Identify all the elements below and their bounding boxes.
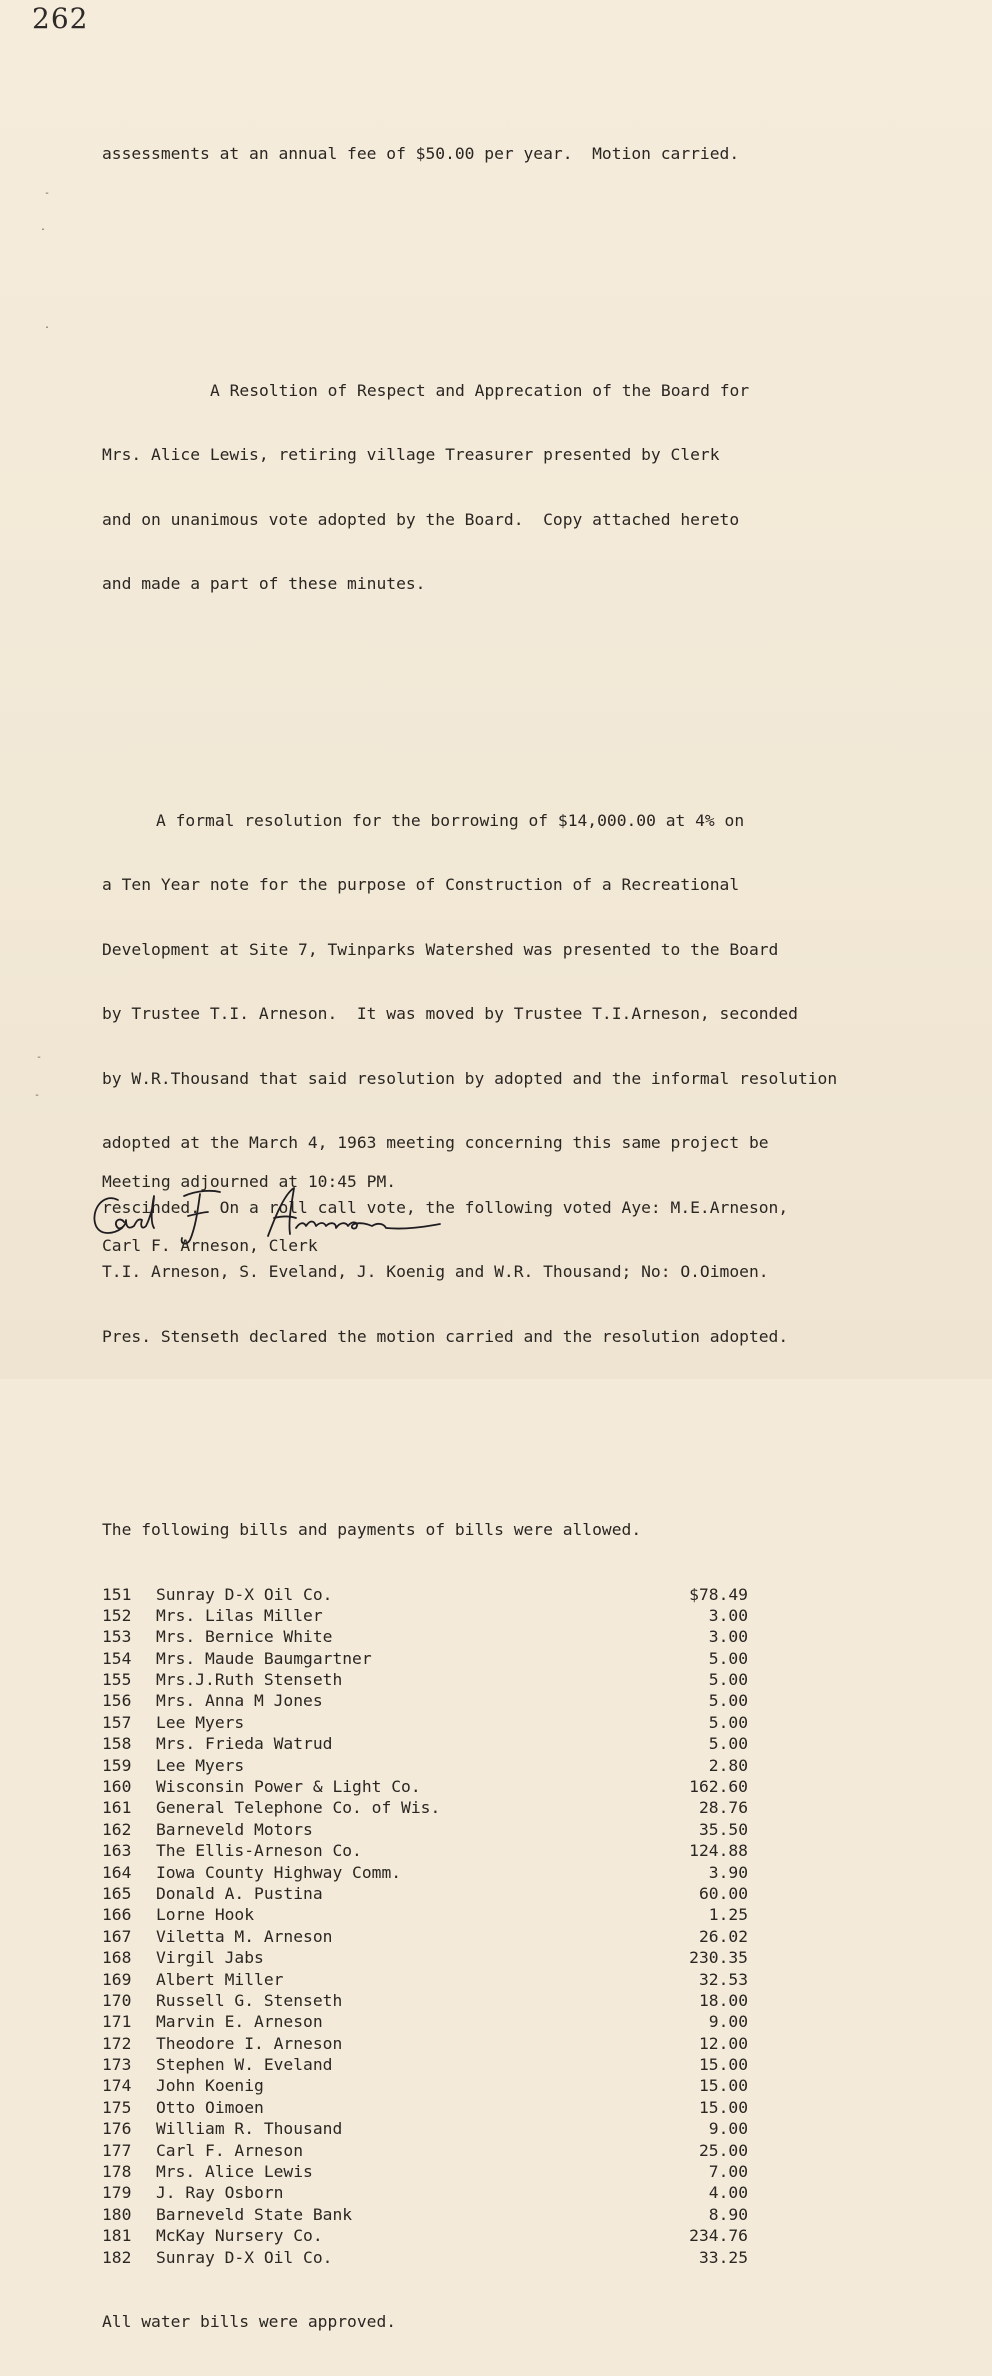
- text-line: T.I. Arneson, S. Eveland, J. Koenig and W.R. Thousand; No: O.Oimoen.: [102, 1262, 769, 1281]
- bill-row: [102, 1904, 922, 1925]
- bill-payee: Theodore I. Arneson: [156, 2033, 343, 2053]
- bill-number: 181: [102, 2226, 132, 2246]
- bill-number: 165: [102, 1883, 132, 1903]
- bill-number: 168: [102, 1948, 132, 1968]
- page-number: 262: [32, 2, 89, 35]
- bill-payee: Marvin E. Arneson: [156, 2012, 323, 2032]
- bill-amount: 230.35: [689, 1948, 748, 1968]
- margin-mark: -: [36, 1052, 43, 1063]
- bill-row: [102, 1733, 922, 1754]
- bill-payee: Barneveld Motors: [156, 1819, 313, 1839]
- bill-row: [102, 1648, 922, 1669]
- bill-row: [102, 2182, 922, 2203]
- adjournment-line: Meeting adjourned at 10:45 PM.: [102, 1172, 397, 1191]
- bill-amount: 15.00: [698, 2076, 748, 2096]
- bill-row: [102, 2033, 922, 2054]
- bills-intro: The following bills and payments of bills were allowed.: [102, 1520, 642, 1539]
- bill-number: 159: [102, 1755, 132, 1775]
- bill-payee: Mrs.J.Ruth Stenseth: [156, 1670, 343, 1690]
- bill-number: 155: [102, 1670, 132, 1690]
- bill-payee: Mrs. Maude Baumgartner: [156, 1648, 372, 1668]
- bill-payee: Otto Oimoen: [156, 2097, 264, 2117]
- text-line: A formal resolution for the borrowing of $14,000.00 at 4% on: [156, 810, 745, 830]
- bill-amount: 5.00: [708, 1648, 748, 1668]
- bill-number: 152: [102, 1605, 132, 1625]
- bill-row: [102, 1755, 922, 1776]
- margin-mark: -: [44, 188, 51, 199]
- bill-amount: 5.00: [708, 1734, 748, 1754]
- bill-row: [102, 1990, 922, 2011]
- text-line: A Resoltion of Respect and Apprecation of the Board for: [210, 380, 750, 400]
- bill-number: 172: [102, 2033, 132, 2053]
- margin-mark: .: [40, 222, 47, 233]
- bill-number: 164: [102, 1862, 132, 1882]
- bill-amount: 3.90: [708, 1862, 748, 1882]
- bill-number: 158: [102, 1734, 132, 1754]
- bill-row: [102, 1669, 922, 1690]
- bill-row: [102, 2140, 922, 2161]
- bill-number: 170: [102, 1990, 132, 2010]
- bill-amount: 15.00: [698, 2055, 748, 2075]
- margin-mark: .: [44, 320, 51, 331]
- bill-number: 166: [102, 1905, 132, 1925]
- bill-amount: 3.00: [708, 1605, 748, 1625]
- text-line: by W.R.Thousand that said resolution by adopted and the informal resolution: [102, 1068, 838, 1088]
- bill-number: 171: [102, 2012, 132, 2032]
- bill-row: [102, 1840, 922, 1861]
- text-line: adopted at the March 4, 1963 meeting concerning this same project be: [102, 1133, 769, 1152]
- bill-row: [102, 1883, 922, 1904]
- bill-row: [102, 2097, 922, 2118]
- bill-row: [102, 1605, 922, 1626]
- bill-row: [102, 1584, 922, 1605]
- bill-payee: Sunray D-X Oil Co.: [156, 2247, 333, 2267]
- bill-number: 175: [102, 2097, 132, 2117]
- bill-row: [102, 2054, 922, 2075]
- text-line: a Ten Year note for the purpose of Construction of a Recreational: [102, 875, 740, 894]
- bill-number: 176: [102, 2119, 132, 2139]
- bill-amount: 15.00: [698, 2097, 748, 2117]
- paragraph-borrowing-resolution: [102, 767, 922, 1391]
- bill-amount: 7.00: [708, 2162, 748, 2182]
- text-line: assessments at an annual fee of $50.00 per year. Motion carried.: [102, 144, 740, 163]
- bill-amount: 1.25: [708, 1905, 748, 1925]
- bill-payee: Mrs. Anna M Jones: [156, 1691, 323, 1711]
- text-line: Development at Site 7, Twinparks Watershed was presented to the Board: [102, 939, 779, 959]
- bill-row: [102, 1926, 922, 1947]
- bill-payee: Russell G. Stenseth: [156, 1990, 343, 2010]
- bill-amount: 234.76: [689, 2226, 748, 2246]
- bill-row: [102, 1797, 922, 1818]
- bill-payee: Barneveld State Bank: [156, 2204, 353, 2224]
- bill-payee: Iowa County Highway Comm.: [156, 1862, 402, 1882]
- bill-row: [102, 1947, 922, 1968]
- bill-number: 160: [102, 1777, 132, 1797]
- bill-payee: William R. Thousand: [156, 2119, 343, 2139]
- bill-amount: 3.00: [708, 1627, 748, 1647]
- bill-row: [102, 1862, 922, 1883]
- text-line: Mrs. Alice Lewis, retiring village Treasurer presented by Clerk: [102, 445, 720, 464]
- bill-amount: 9.00: [708, 2012, 748, 2032]
- bill-payee: The Ellis-Arneson Co.: [156, 1841, 362, 1861]
- text-line: and on unanimous vote adopted by the Board. Copy attached hereto: [102, 509, 740, 529]
- bill-amount: $78.49: [689, 1584, 748, 1604]
- bill-payee: Donald A. Pustina: [156, 1883, 323, 1903]
- bill-payee: Wisconsin Power & Light Co.: [156, 1777, 421, 1797]
- bill-row: [102, 1626, 922, 1647]
- bill-row: [102, 2247, 922, 2268]
- text-line: Pres. Stenseth declared the motion carried and the resolution adopted.: [102, 1326, 789, 1346]
- bill-number: 178: [102, 2162, 132, 2182]
- bills-list: [102, 1584, 922, 2269]
- bill-number: 162: [102, 1819, 132, 1839]
- bill-amount: 35.50: [698, 1819, 748, 1839]
- bill-payee: Virgil Jabs: [156, 1948, 264, 1968]
- bill-payee: Mrs. Alice Lewis: [156, 2162, 313, 2182]
- bill-amount: 5.00: [708, 1691, 748, 1711]
- clerk-line: Carl F. Arneson, Clerk: [102, 1236, 318, 1255]
- bill-row: [102, 2011, 922, 2032]
- bill-number: 156: [102, 1691, 132, 1711]
- bill-amount: 5.00: [708, 1670, 748, 1690]
- bill-row: [102, 2161, 922, 2182]
- bill-number: 182: [102, 2247, 132, 2267]
- bill-number: 153: [102, 1627, 132, 1647]
- paragraph-resolution-respect: [102, 337, 922, 638]
- bill-number: 177: [102, 2140, 132, 2160]
- bill-payee: Lee Myers: [156, 1712, 245, 1732]
- bill-number: 179: [102, 2183, 132, 2203]
- bill-payee: Albert Miller: [156, 1969, 284, 1989]
- bill-payee: Lorne Hook: [156, 1905, 255, 1925]
- water-bills-note: All water bills were approved.: [102, 2312, 397, 2331]
- bill-row: [102, 1819, 922, 1840]
- bill-amount: 162.60: [689, 1777, 748, 1797]
- bill-amount: 33.25: [698, 2247, 748, 2267]
- bill-payee: John Koenig: [156, 2076, 264, 2096]
- bill-row: [102, 1690, 922, 1711]
- bill-amount: 4.00: [708, 2183, 748, 2203]
- bill-amount: 2.80: [708, 1755, 748, 1775]
- bill-payee: Viletta M. Arneson: [156, 1926, 333, 1946]
- bill-row: [102, 1969, 922, 1990]
- bill-amount: 60.00: [698, 1883, 748, 1903]
- bill-number: 169: [102, 1969, 132, 1989]
- bill-number: 154: [102, 1648, 132, 1668]
- text-line: by Trustee T.I. Arneson. It was moved by Trustee T.I.Arneson, seconded: [102, 1004, 798, 1023]
- bill-payee: Mrs. Bernice White: [156, 1627, 333, 1647]
- bill-amount: 18.00: [698, 1990, 748, 2010]
- bill-number: 161: [102, 1798, 132, 1818]
- bill-amount: 5.00: [708, 1712, 748, 1732]
- bill-payee: Sunray D-X Oil Co.: [156, 1584, 333, 1604]
- bill-number: 151: [102, 1584, 132, 1604]
- signature-text: Carl F. Arneson: [88, 1182, 98, 1183]
- bill-payee: J. Ray Osborn: [156, 2183, 284, 2203]
- bill-row: [102, 1712, 922, 1733]
- bill-payee: Lee Myers: [156, 1755, 245, 1775]
- bill-number: 167: [102, 1926, 132, 1946]
- bill-row: [102, 2204, 922, 2225]
- bill-number: 163: [102, 1841, 132, 1861]
- bill-amount: 28.76: [698, 1798, 748, 1818]
- bill-amount: 26.02: [698, 1926, 748, 1946]
- bill-amount: 124.88: [689, 1841, 748, 1861]
- bill-amount: 9.00: [708, 2119, 748, 2139]
- bill-row: [102, 1776, 922, 1797]
- bill-amount: 32.53: [698, 1969, 748, 1989]
- bill-payee: Carl F. Arneson: [156, 2140, 304, 2160]
- bill-amount: 25.00: [698, 2140, 748, 2160]
- bill-number: 174: [102, 2076, 132, 2096]
- bill-row: [102, 2118, 922, 2139]
- bill-payee: Mrs. Frieda Watrud: [156, 1734, 333, 1754]
- paragraph-assessments: [102, 100, 922, 208]
- bill-number: 180: [102, 2204, 132, 2224]
- text-line: rescinded. On a roll call vote, the following voted Aye: M.E.Arneson,: [102, 1197, 789, 1217]
- bill-amount: 12.00: [698, 2033, 748, 2053]
- bill-payee: Mrs. Lilas Miller: [156, 1605, 323, 1625]
- bill-row: [102, 2075, 922, 2096]
- text-line: and made a part of these minutes.: [102, 574, 426, 593]
- bill-amount: 8.90: [708, 2204, 748, 2224]
- bill-payee: General Telephone Co. of Wis.: [156, 1798, 441, 1818]
- bill-payee: Stephen W. Eveland: [156, 2055, 333, 2075]
- bill-number: 173: [102, 2055, 132, 2075]
- bill-number: 157: [102, 1712, 132, 1732]
- bill-row: [102, 2225, 922, 2246]
- bill-payee: McKay Nursery Co.: [156, 2226, 323, 2246]
- margin-mark: -: [34, 1090, 41, 1101]
